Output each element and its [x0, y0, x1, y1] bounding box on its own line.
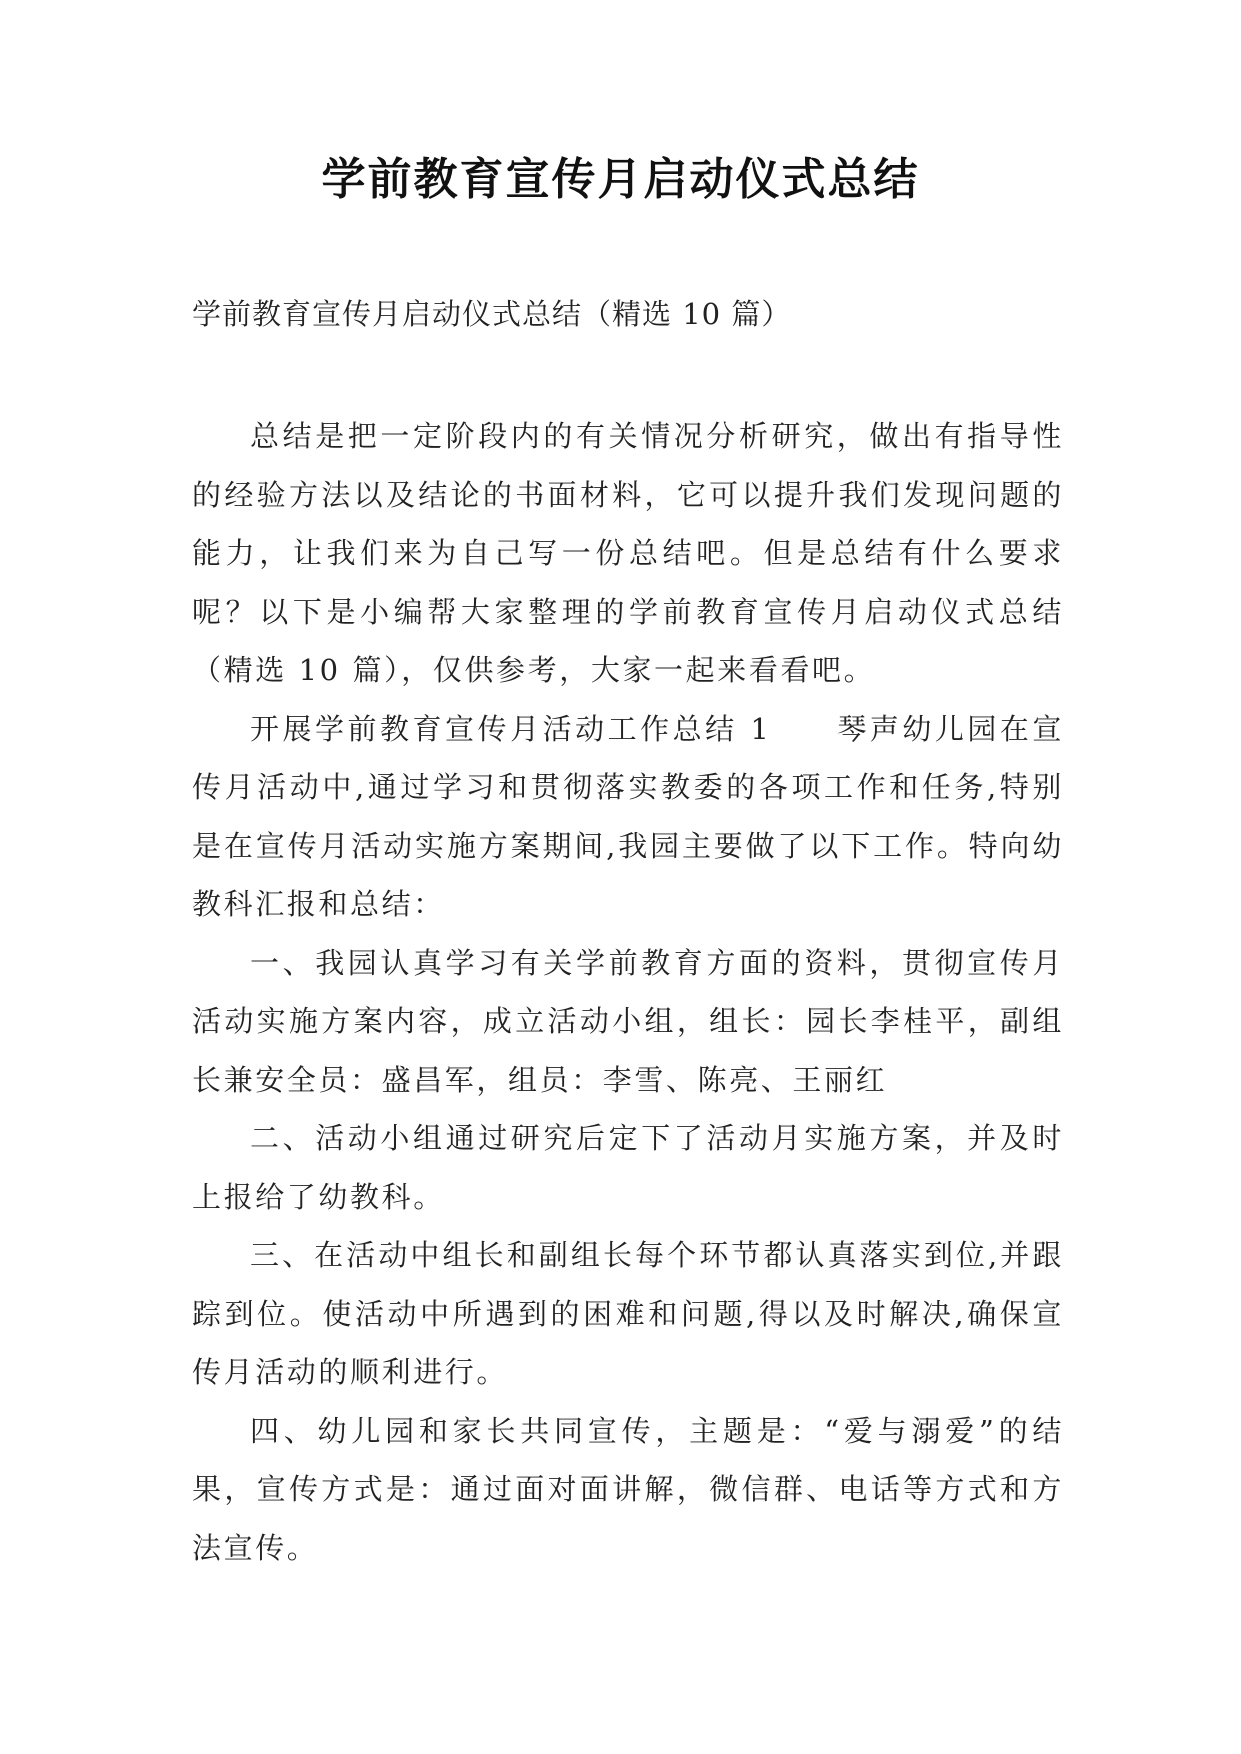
document-body — [192, 407, 1064, 1577]
document-title: 学前教育宣传月启动仪式总结 — [321, 154, 920, 205]
paragraph-item-3: 三、在活动中组长和副组长每个环节都认真落实到位,并跟踪到位。使活动中所遇到的困难和问题,得以及时解决,确保宣传月活动的顺利进行。 — [192, 1238, 1064, 1389]
paragraph-item-4: 四、幼儿园和家长共同宣传，主题是：“爱与溺爱”的结果，宣传方式是：通过面对面讲解，微信群、电话等方式和方法宣传。 — [192, 1413, 1064, 1565]
paragraph-intro: 总结是把一定阶段内的有关情况分析研究，做出有指导性的经验方法以及结论的书面材料，它可以提升我们发现问题的能力，让我们来为自己写一份总结吧。但是总结有什么要求呢？以下是小编帮大家整理的学前教育宣传月启动仪式总结（精选 10 篇），仅供参考，大家一起来看看吧。 — [192, 419, 1064, 687]
paragraph-summary-1-intro: 开展学前教育宣传月活动工作总结 1 琴声幼儿园在宣传月活动中,通过学习和贯彻落实教委的各项工作和任务,特别是在宣传月活动实施方案期间,我园主要做了以下工作。特向幼教科汇报和总结： — [192, 711, 1064, 921]
paragraph-item-2: 二、活动小组通过研究后定下了活动月实施方案，并及时上报给了幼教科。 — [192, 1121, 1064, 1214]
document-subtitle: 学前教育宣传月启动仪式总结（精选 10 篇） — [192, 297, 792, 331]
paragraph-item-1: 一、我园认真学习有关学前教育方面的资料，贯彻宣传月活动实施方案内容，成立活动小组，组长：园长李桂平，副组长兼安全员：盛昌军，组员：李雪、陈亮、王丽红 — [192, 945, 1064, 1097]
